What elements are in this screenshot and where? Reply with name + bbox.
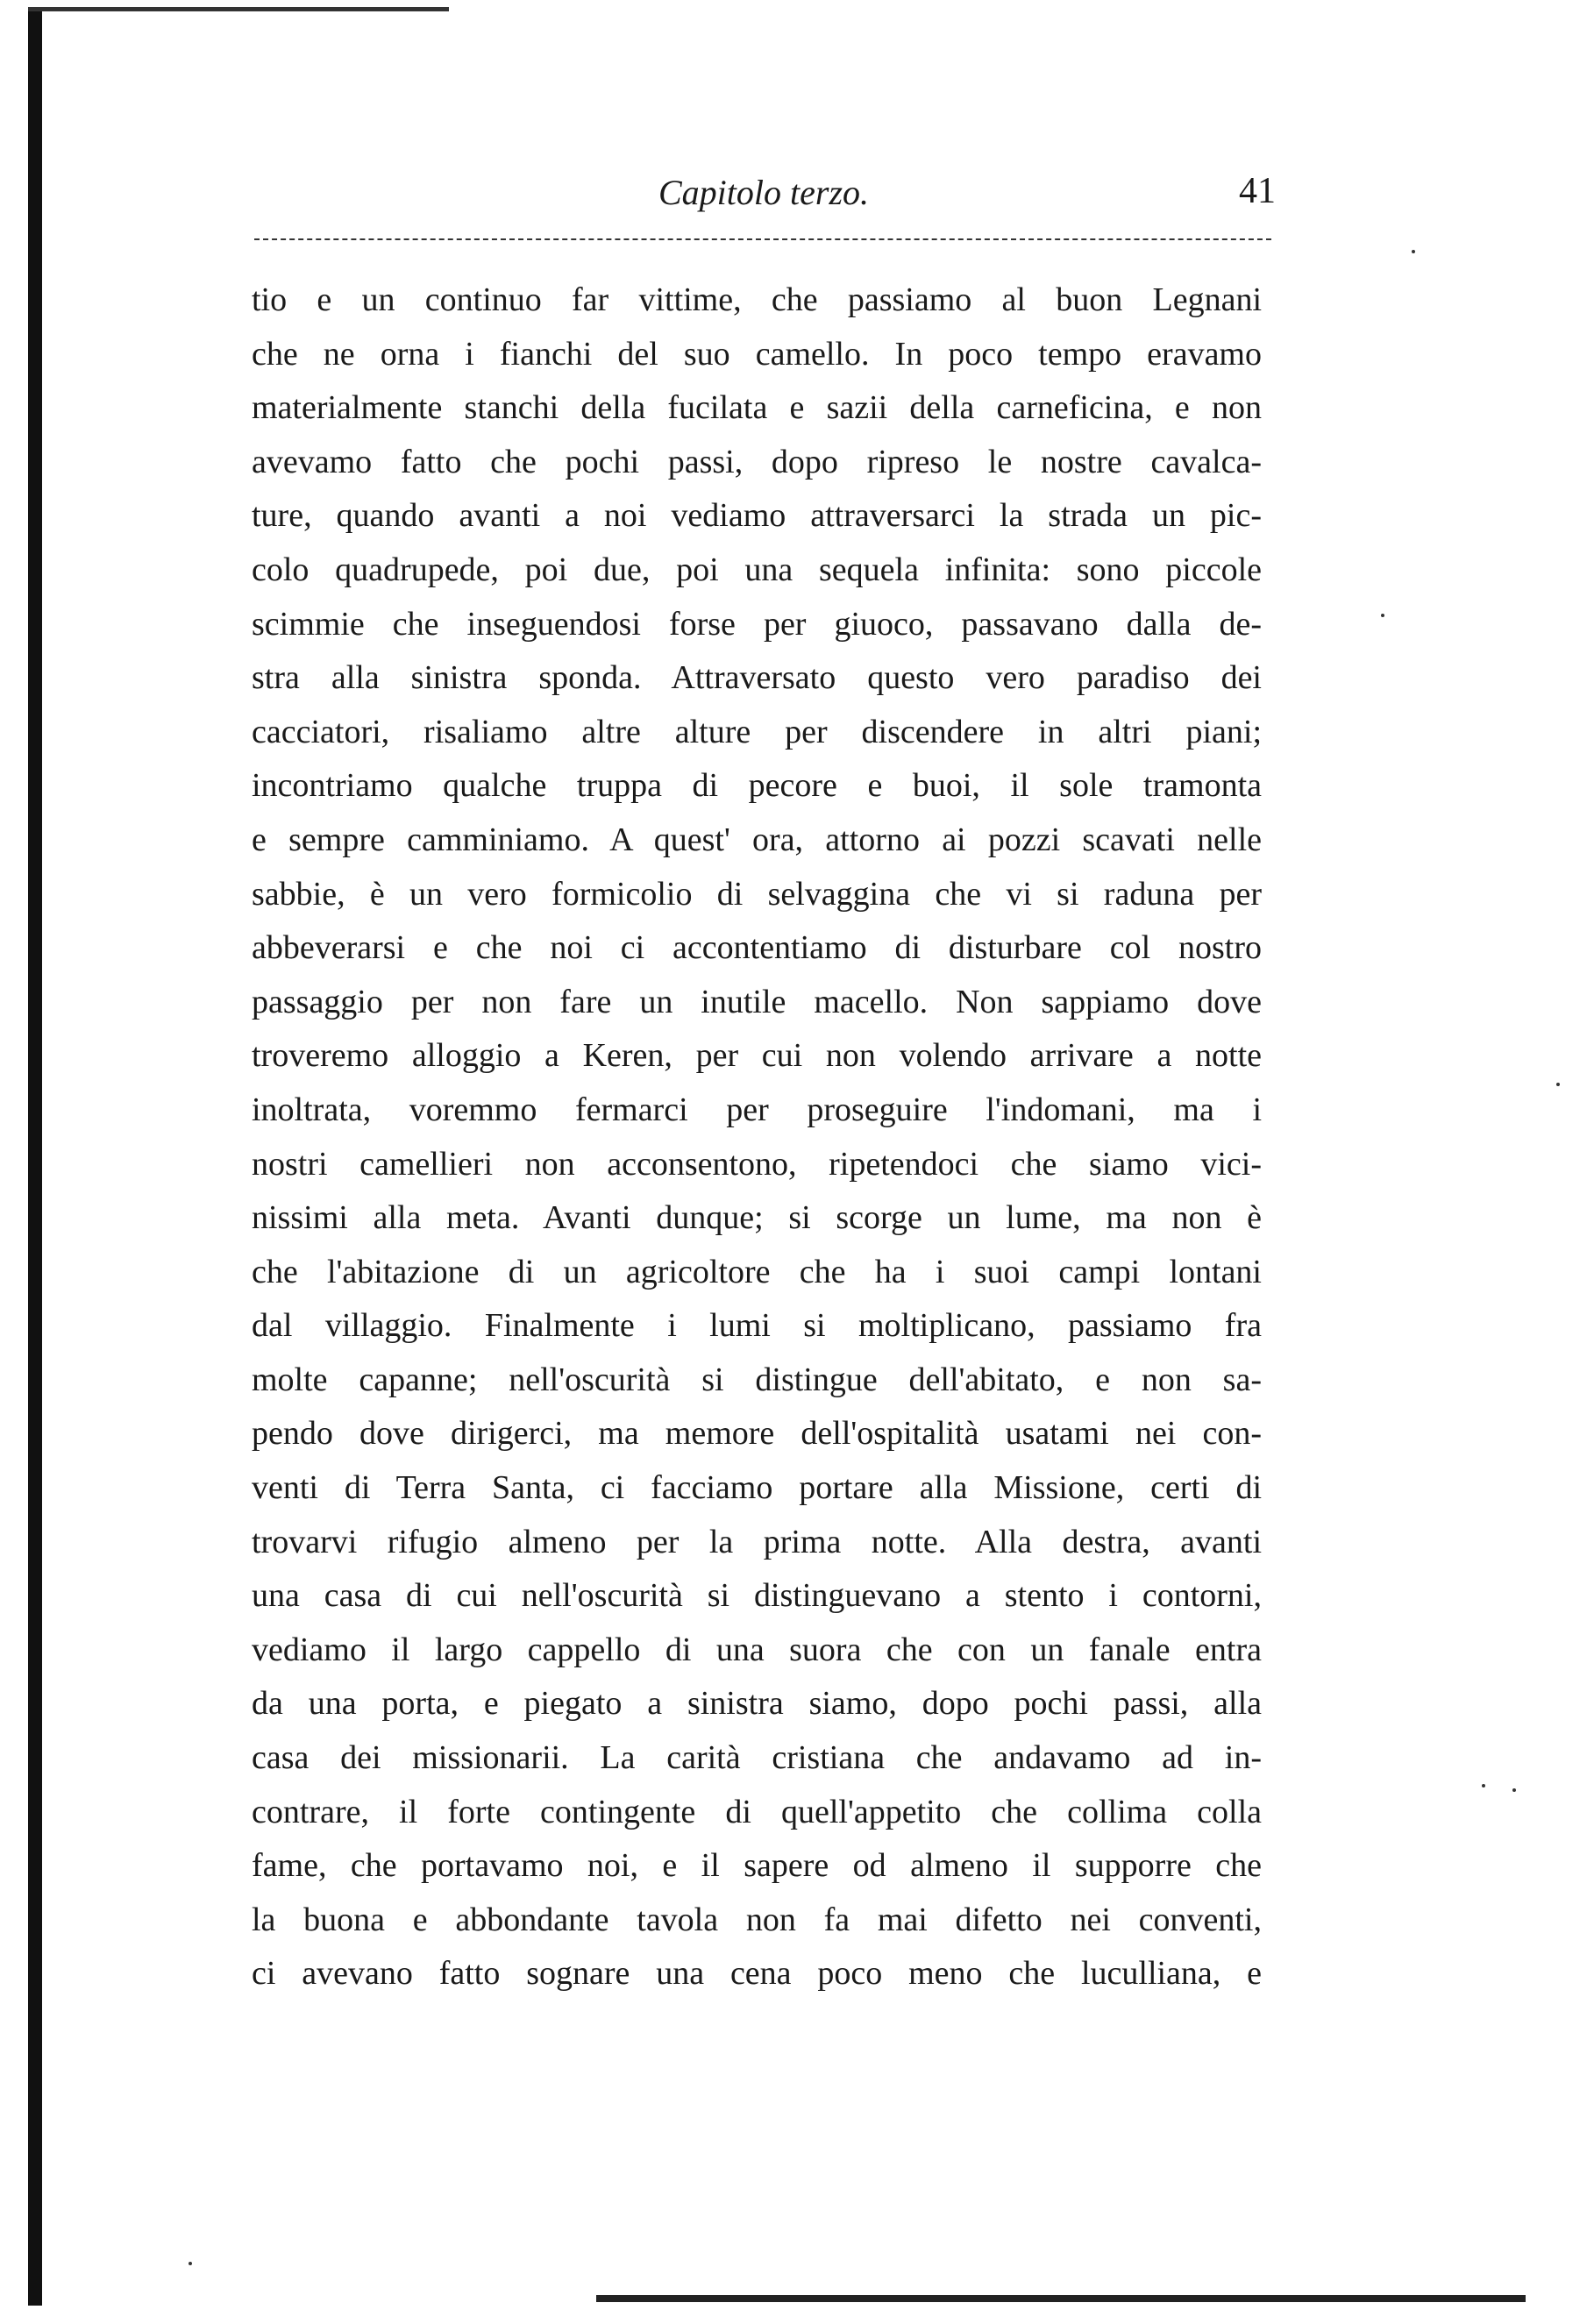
text-line: contrare, il forte contingente di quell'appetito che collima colla bbox=[252, 1793, 1262, 1830]
scan-binding-edge bbox=[28, 9, 42, 2306]
scan-speck bbox=[1381, 614, 1384, 617]
text-line: venti di Terra Santa, ci facciamo portare alla Missione, certi di bbox=[252, 1469, 1262, 1507]
text-line: cacciatori, risaliamo altre alture per discendere in altri piani; bbox=[252, 713, 1262, 750]
text-line: colo quadrupede, poi due, poi una sequela infinita: sono piccole bbox=[252, 551, 1262, 588]
text-line: passaggio per non fare un inutile macello. Non sappiamo dove bbox=[252, 983, 1262, 1020]
text-line: ci avevano fatto sognare una cena poco meno che luculliana, e bbox=[252, 1955, 1262, 1993]
header-rule bbox=[254, 238, 1271, 240]
text-line: la buona e abbondante tavola non fa mai difetto nei conventi, bbox=[252, 1901, 1262, 1938]
text-line: vediamo il largo cappello di una suora che con un fanale entra bbox=[252, 1631, 1262, 1668]
text-line: ture, quando avanti a noi vediamo attraversarci la strada un pic- bbox=[252, 497, 1262, 535]
text-line: troveremo alloggio a Keren, per cui non volendo arrivare a notte bbox=[252, 1037, 1262, 1075]
text-line: casa dei missionarii. La carità cristiana che andavamo ad in- bbox=[252, 1739, 1262, 1777]
scan-speck bbox=[189, 2262, 192, 2265]
text-line: da una porta, e piegato a sinistra siamo, dopo pochi passi, alla bbox=[252, 1685, 1262, 1723]
scan-speck bbox=[1556, 1083, 1560, 1086]
text-line: molte capanne; nell'oscurità si distingue dell'abitato, e non sa- bbox=[252, 1361, 1262, 1398]
scan-bottom-edge bbox=[596, 2295, 1526, 2302]
text-line: abbeverarsi e che noi ci accontentiamo di disturbare col nostro bbox=[252, 929, 1262, 967]
text-line: incontriamo qualche truppa di pecore e buoi, il sole tramonta bbox=[252, 767, 1262, 805]
scan-speck bbox=[1412, 250, 1415, 253]
page-number: 41 bbox=[1239, 171, 1276, 211]
text-line: fame, che portavamo noi, e il sapere od almeno il supporre che bbox=[252, 1847, 1262, 1885]
text-line: materialmente stanchi della fucilata e sazii della carneficina, e non bbox=[252, 389, 1262, 427]
text-line: nissimi alla meta. Avanti dunque; si scorge un lume, ma non è bbox=[252, 1199, 1262, 1237]
text-line: nostri camellieri non acconsentono, ripetendoci che siamo vici- bbox=[252, 1145, 1262, 1183]
text-line: sabbie, è un vero formicolio di selvaggina che vi si raduna per bbox=[252, 875, 1262, 913]
running-head bbox=[252, 167, 1276, 219]
text-line: tio e un continuo far vittime, che passiamo al buon Legnani bbox=[252, 281, 1262, 318]
scan-top-edge bbox=[28, 7, 449, 11]
scan-speck bbox=[1482, 1784, 1485, 1787]
text-line: scimmie che inseguendosi forse per giuoco, passavano dalla de- bbox=[252, 605, 1262, 643]
text-line: e sempre camminiamo. A quest' ora, attorno ai pozzi scavati nelle bbox=[252, 821, 1262, 858]
text-line: che l'abitazione di un agricoltore che ha i suoi campi lontani bbox=[252, 1253, 1262, 1290]
text-line: una casa di cui nell'oscurità si distinguevano a stento i contorni, bbox=[252, 1577, 1262, 1615]
text-line: inoltrata, voremmo fermarci per proseguire l'indomani, ma i bbox=[252, 1091, 1262, 1128]
body-text bbox=[252, 274, 1262, 2001]
text-line: dal villaggio. Finalmente i lumi si moltiplicano, passiamo fra bbox=[252, 1307, 1262, 1345]
chapter-title: Capitolo terzo. bbox=[658, 173, 870, 212]
text-line: che ne orna i fianchi del suo camello. In poco tempo eravamo bbox=[252, 335, 1262, 373]
text-line: trovarvi rifugio almeno per la prima notte. Alla destra, avanti bbox=[252, 1523, 1262, 1560]
text-line: avevamo fatto che pochi passi, dopo ripreso le nostre cavalca- bbox=[252, 443, 1262, 480]
text-line: pendo dove dirigerci, ma memore dell'ospitalità usatami nei con- bbox=[252, 1415, 1262, 1453]
scan-speck bbox=[1512, 1788, 1516, 1792]
text-line: stra alla sinistra sponda. Attraversato questo vero paradiso dei bbox=[252, 659, 1262, 697]
